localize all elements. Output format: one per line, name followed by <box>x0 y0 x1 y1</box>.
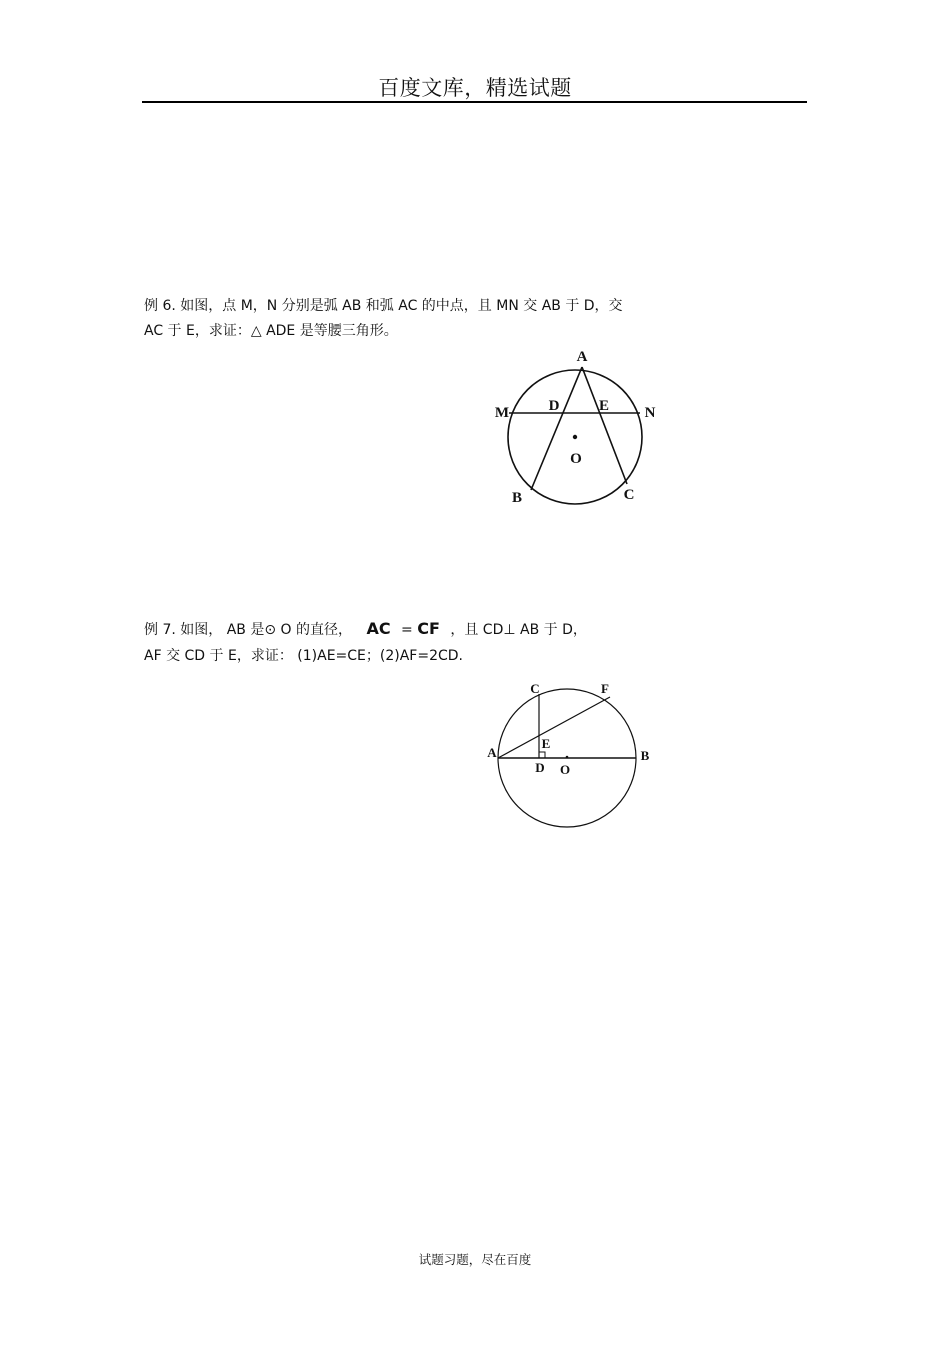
page-footer: 试题习题，尽在百度 <box>418 1252 532 1267</box>
label-d: D <box>535 760 545 775</box>
page-header-title: 百度文库，精选试题 <box>378 76 572 100</box>
label-n: N <box>644 405 656 421</box>
label-c: C <box>623 487 635 503</box>
example7-line1-prefix: 例 7. 如图， AB 是⊙ O 的直径， <box>144 622 352 638</box>
example7-figure <box>480 672 680 842</box>
example6-line1: 例 6. 如图，点 M，N 分别是弧 AB 和弧 AC 的中点，且 MN 交 AB 于 D，交 <box>144 298 623 314</box>
label-a: A <box>576 349 588 365</box>
label-b: B <box>640 748 650 763</box>
label-o: O <box>570 451 582 467</box>
example7-line1-suffix: ，且 CD⊥ AB 于 D， <box>450 622 587 638</box>
center-point <box>566 756 569 759</box>
segment-ac <box>582 367 627 484</box>
label-a: A <box>487 745 497 760</box>
label-o: O <box>559 762 571 777</box>
arc-ac: AC <box>366 619 391 638</box>
label-e: E <box>541 736 551 751</box>
example7-line2: AF 交 CD 于 E，求证： (1)AE=CE；(2)AF=2CD. <box>144 648 463 664</box>
example7-line1 <box>144 619 587 639</box>
label-d: D <box>548 398 560 414</box>
equals-sign: = <box>401 622 413 638</box>
example6-figure <box>480 340 680 520</box>
center-point <box>573 435 577 439</box>
arc-cf: CF <box>417 619 440 638</box>
header-divider <box>142 101 807 103</box>
segment-ab <box>531 367 582 490</box>
label-m: M <box>494 405 510 421</box>
label-f: F <box>601 681 609 696</box>
label-b: B <box>511 490 523 506</box>
segment-af <box>498 697 610 758</box>
example6-line2: AC 于 E，求证：△ ADE 是等腰三角形。 <box>144 323 398 339</box>
label-e: E <box>598 398 610 414</box>
right-angle-mark <box>539 752 545 758</box>
label-c: C <box>530 681 540 696</box>
